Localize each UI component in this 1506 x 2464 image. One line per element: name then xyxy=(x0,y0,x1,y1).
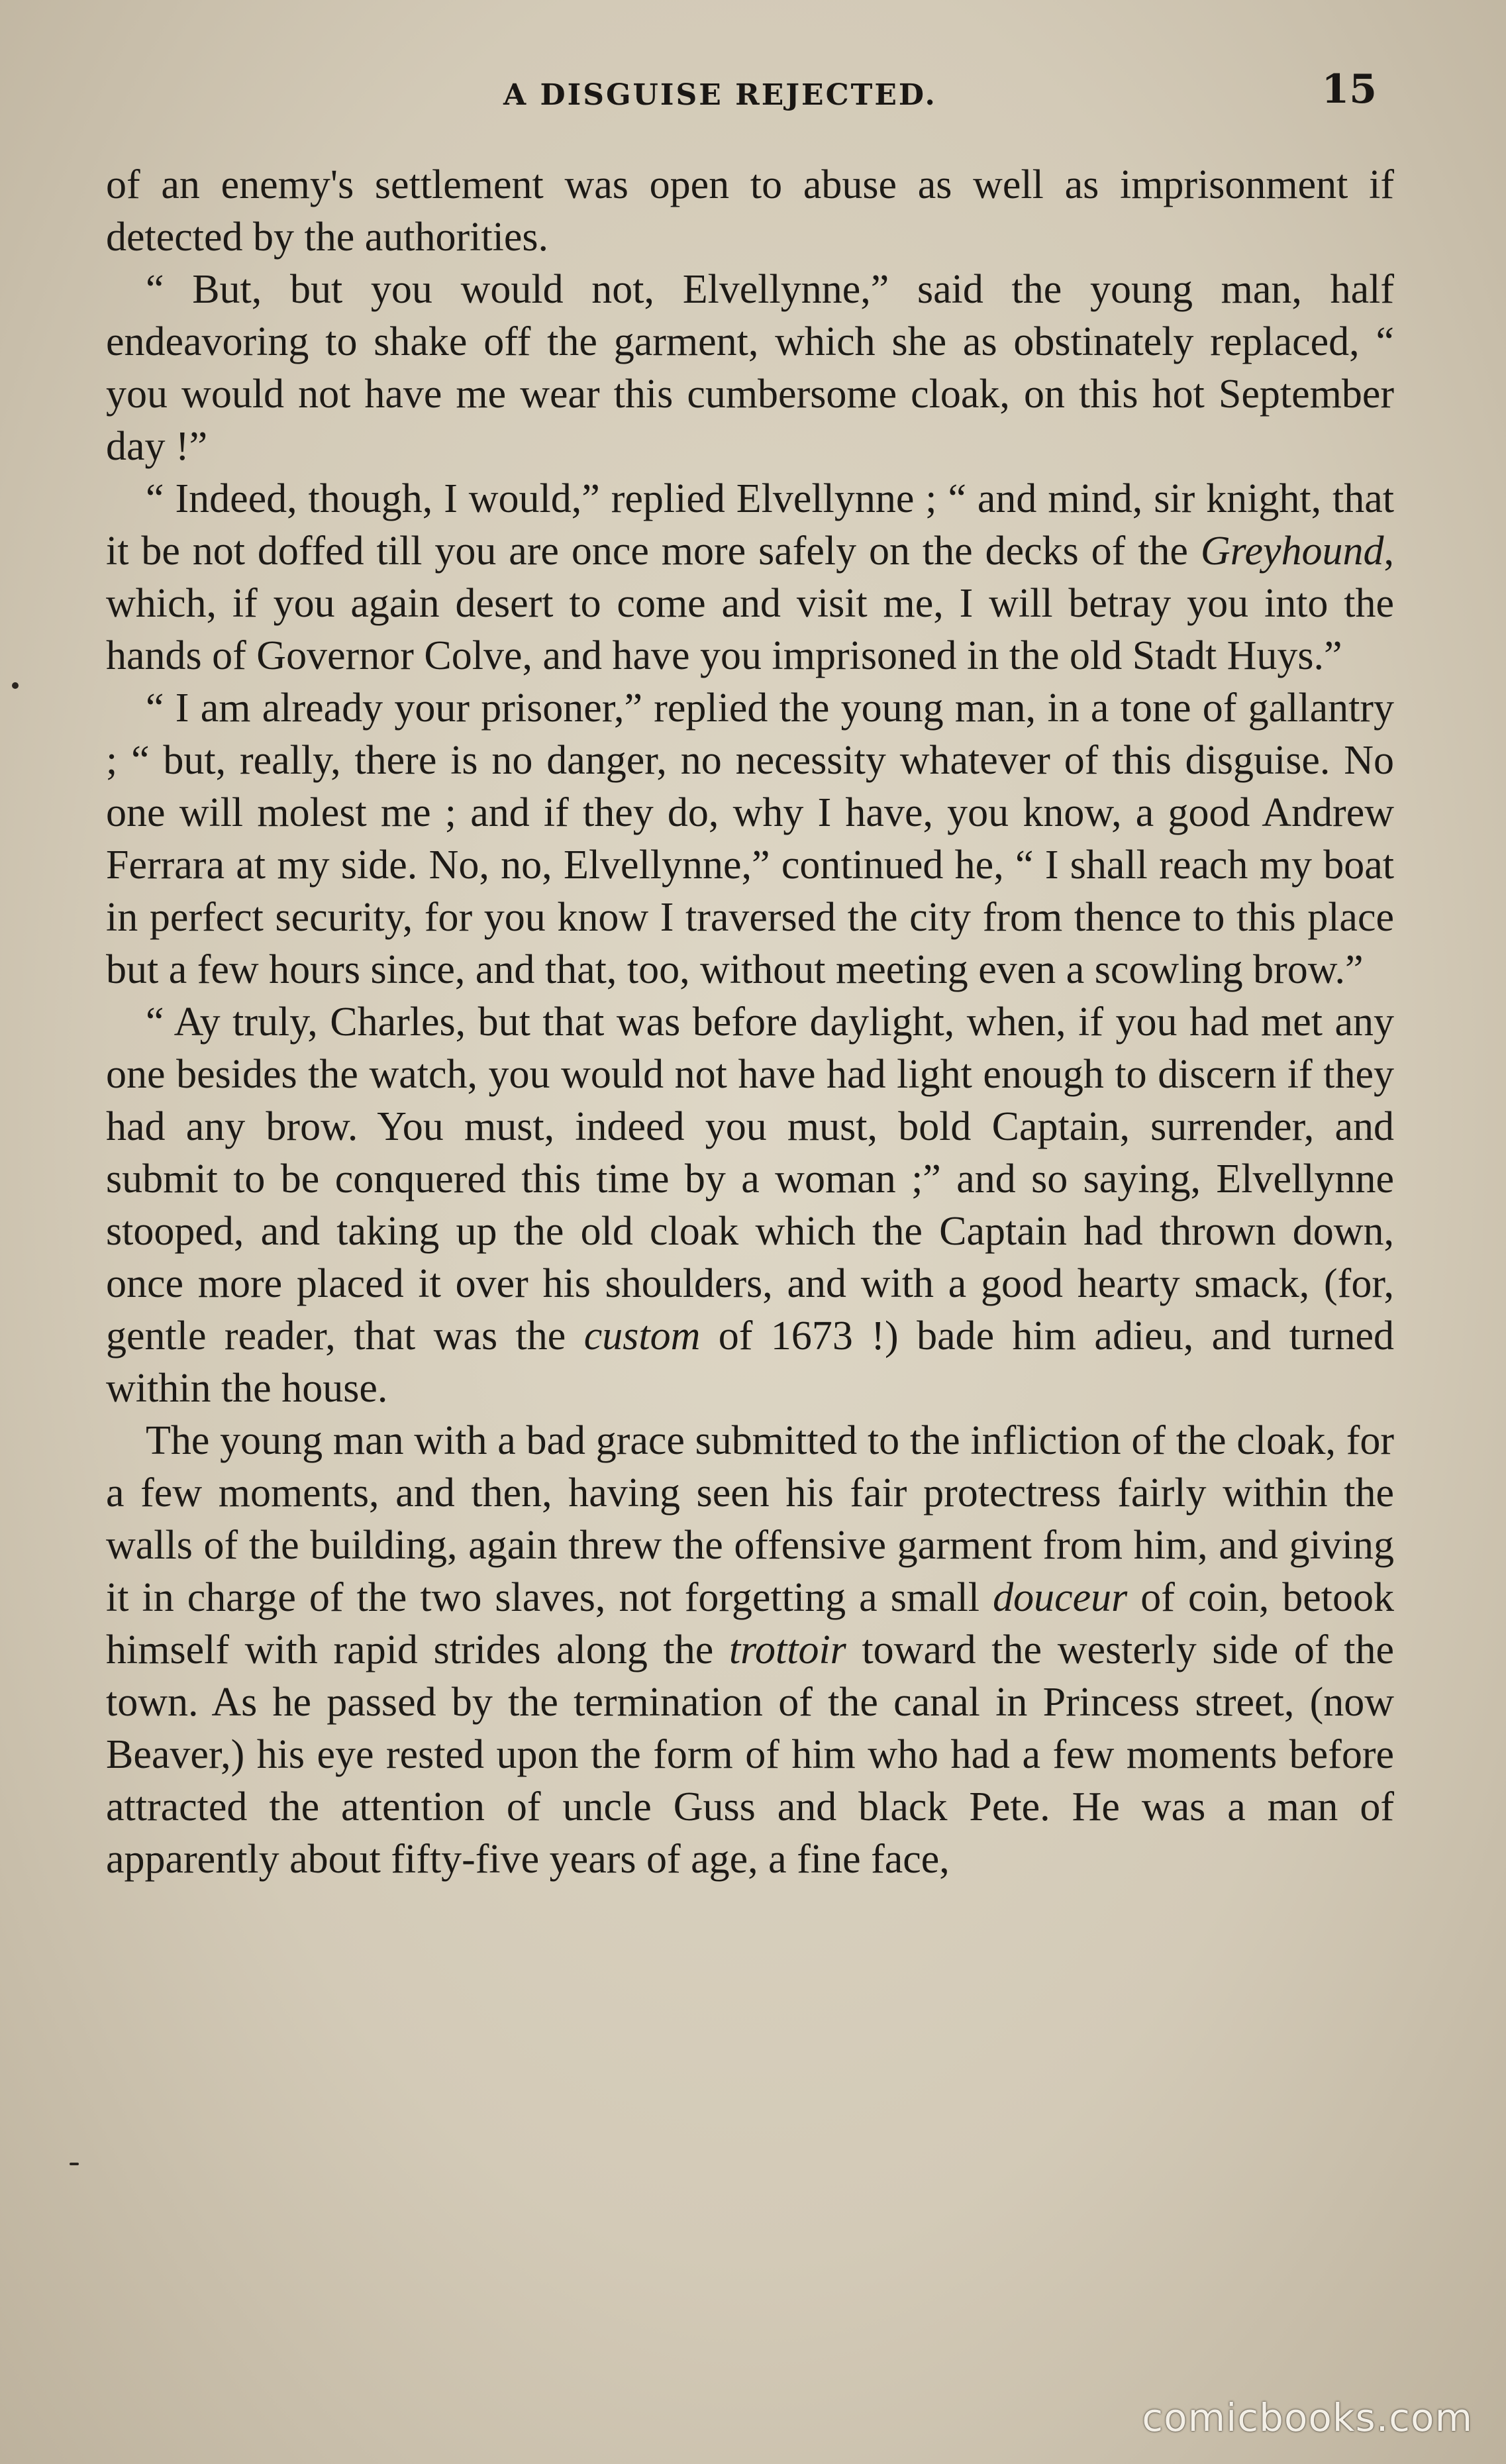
paragraph xyxy=(106,159,1394,264)
running-head xyxy=(0,66,1506,126)
paragraph-text: “ Ay truly, Charles, but that was before daylight, when, if you had met any one besides the watch, you would not have had light enough to discern if they had any brow. You must, indeed you must, bold Captain, surrender, and submit to be conquered this time by a woman ;” and so saying, Elvellynne stooped, and taking up the old cloak which the Captain had thrown down, once more placed it over his shoulders, and with a good hearty smack, (for, gentle reader, that was the xyxy=(106,1000,1394,1359)
chapter-title: A DISGUISE REJECTED. xyxy=(503,78,937,112)
margin-speck xyxy=(70,2163,79,2165)
paragraph-text: , which, if you again desert to come and visit me, I will betray you into the hands of Governor Colve, and have you imprisoned in the old Stadt Huys.” xyxy=(106,529,1394,678)
paragraph-text: toward the westerly side of the town. As he passed by the termination of the canal in Princess street, (now Beaver,) his eye rested upon the form of him who had a few moments before attracted the attention of uncle Guss and black Pete. He was a man of apparently about fifty-five years of age, a fine face, xyxy=(106,1627,1394,1882)
page-number: 15 xyxy=(1321,66,1377,113)
paragraph xyxy=(106,996,1394,1415)
paragraph-text: of coin, betook himself with rapid strides along the xyxy=(106,1575,1394,1672)
italic-text: douceur xyxy=(993,1575,1128,1620)
paragraph-text: “ I am already your prisoner,” replied the young man, in a tone of gallantry ; “ but, really, there is no danger, no necessity whatever of this disguise. No one will molest me ; and if they do, why I have, you know, a good Andrew Ferrara at my side. No, no, Elvellynne,” continued he, “ I shall reach my boat in perfect security, for you know I traversed the city from thence to this place but a few hours since, and that, too, without meeting even a scowling brow.” xyxy=(106,686,1394,992)
paragraph xyxy=(106,473,1394,682)
italic-text: custom xyxy=(583,1313,701,1359)
paragraph xyxy=(106,1415,1394,1886)
paragraph xyxy=(106,682,1394,996)
body-text xyxy=(106,159,1394,1886)
paragraph-text: “ But, but you would not, Elvellynne,” said the young man, half endeavoring to shake off the garment, which she as obstinately replaced, “ you would not have me wear this cumbersome cloak, on this hot September day !” xyxy=(106,267,1394,469)
margin-speck xyxy=(12,682,19,689)
paragraph-text: The young man with a bad grace submitted to the infliction of the cloak, for a few moments, and then, having seen his fair protectress fairly within the walls of the building, again threw the offensive garment from him, and giving it in charge of the two slaves, not forgetting a small xyxy=(106,1418,1394,1620)
italic-text: trottoir xyxy=(728,1627,846,1672)
watermark-logo: comicbooks.com xyxy=(1142,2395,1473,2440)
paragraph-text: “ Indeed, though, I would,” replied Elvellynne ; “ and mind, sir knight, that it be not doffed till you are once more safely on the decks of the xyxy=(106,476,1394,574)
paragraph-text: of 1673 !) bade him adieu, and turned within the house. xyxy=(106,1313,1394,1411)
paragraph xyxy=(106,264,1394,473)
paragraph-text: of an enemy's settlement was open to abuse as well as imprisonment if detected by the authorities. xyxy=(106,162,1394,260)
italic-text: Greyhound xyxy=(1200,529,1384,574)
